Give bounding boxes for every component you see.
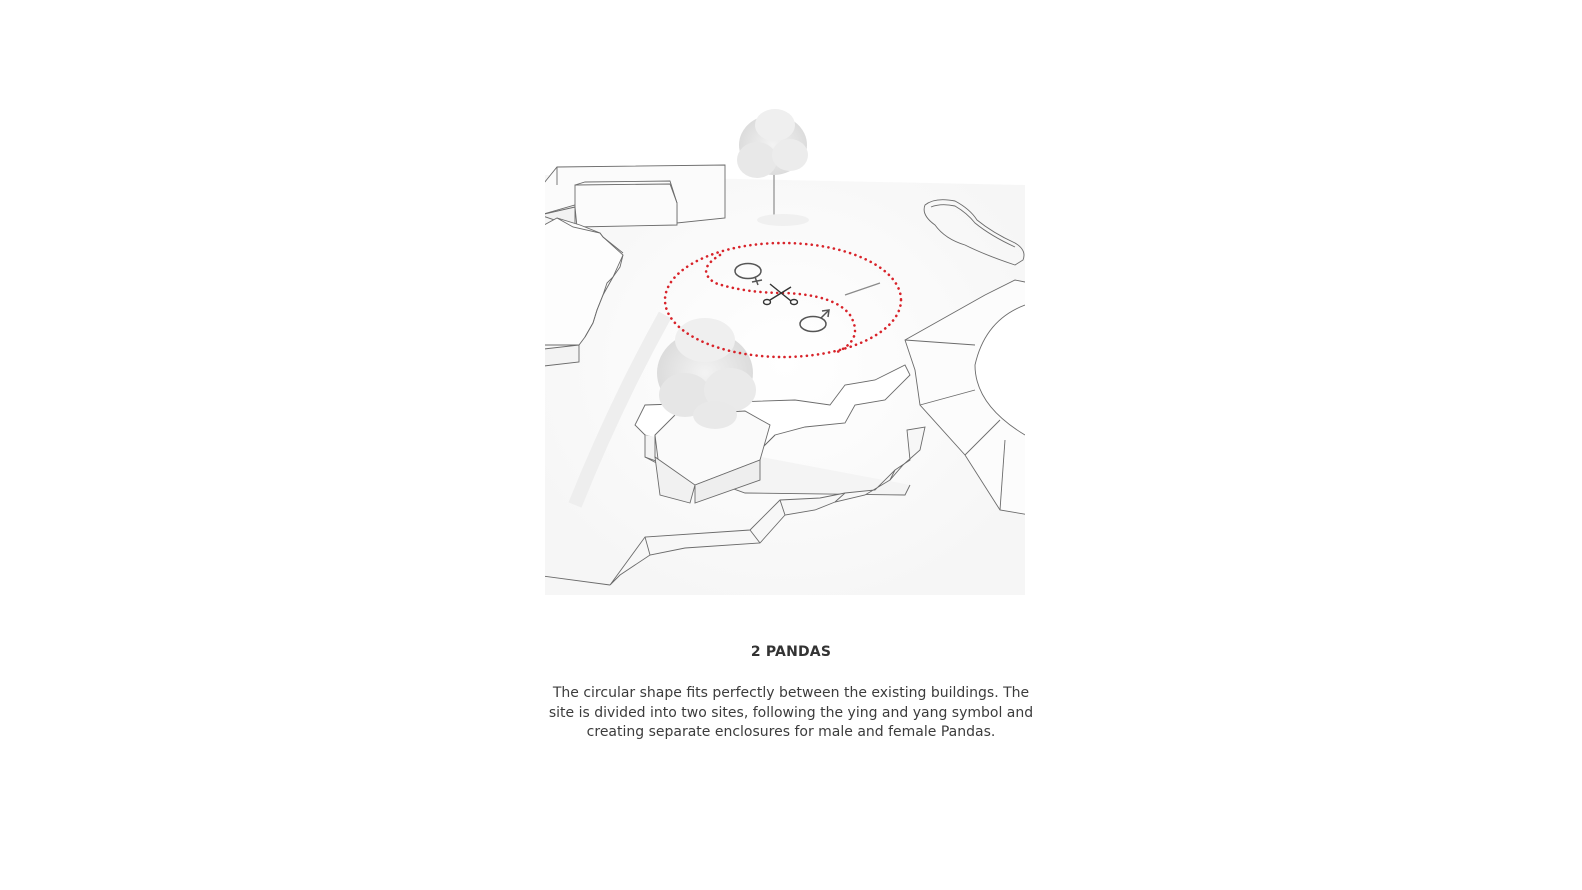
existing-buildings-top-left: [545, 165, 725, 227]
caption-body: [491, 684, 1091, 743]
caption-title: 2 PANDAS: [750, 644, 832, 660]
site-diagram: [545, 105, 1025, 595]
site-diagram-svg: [545, 105, 1025, 595]
caption: [491, 644, 1091, 743]
caption-line: The circular shape fits perfectly between the existing buildings. The: [552, 685, 1030, 701]
caption-line: creating separate enclosures for male and female Pandas.: [586, 724, 996, 740]
caption-line: site is divided into two sites, following the ying and yang symbol and: [548, 704, 1034, 721]
